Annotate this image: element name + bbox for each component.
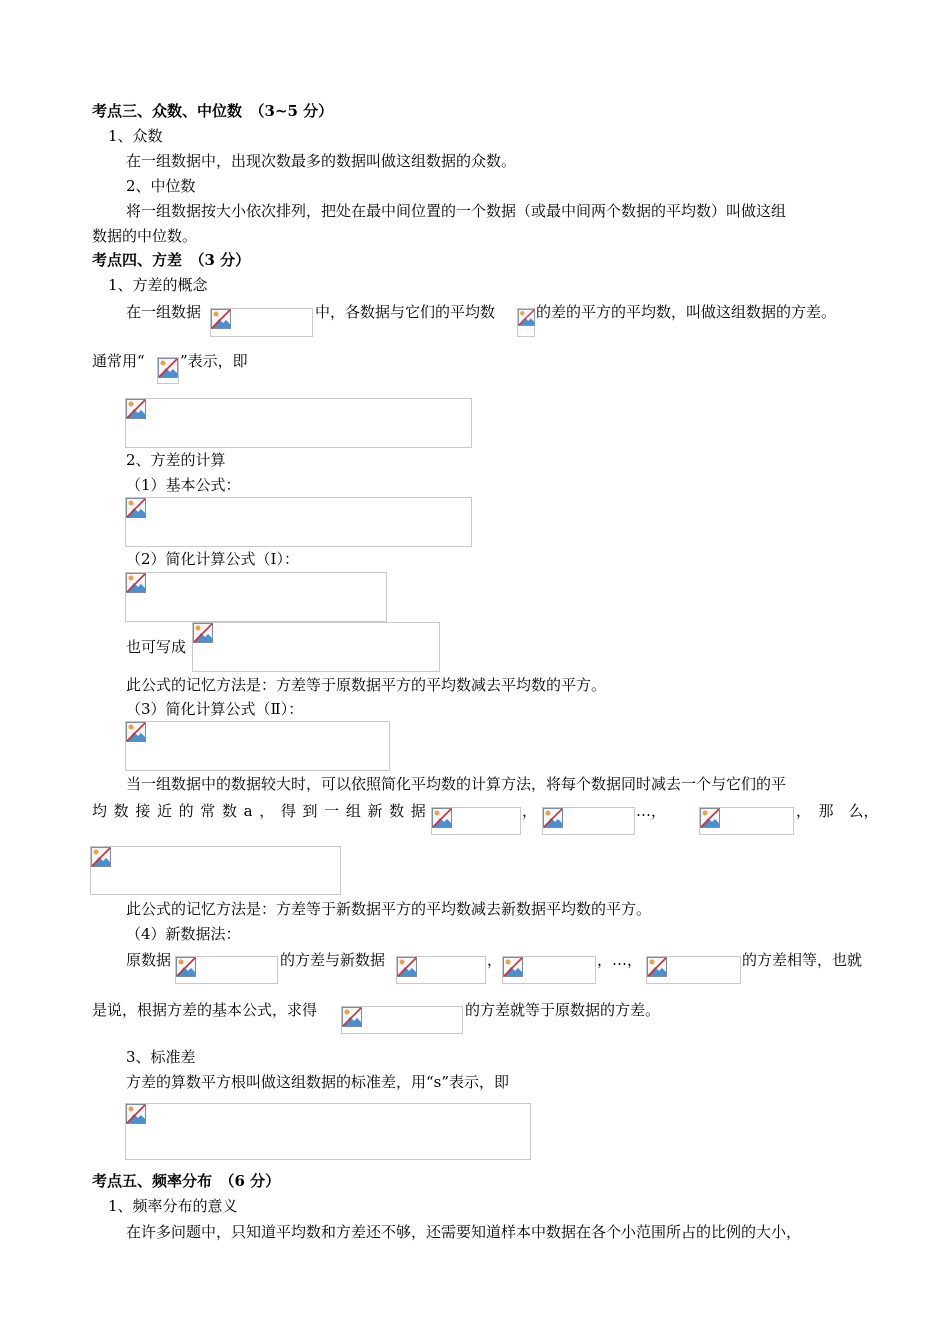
broken-image-icon: [91, 847, 111, 867]
formula-image: [125, 497, 472, 547]
usually-text-b: ”表示，即: [180, 352, 248, 370]
frequency-meaning-title: 1、频率分布的意义: [108, 1197, 238, 1215]
mode-title: 1、众数: [108, 127, 163, 145]
memo-1: 此公式的记忆方法是：方差等于原数据平方的平均数减去平均数的平方。: [126, 676, 607, 694]
ellipsis: …，: [636, 802, 667, 820]
word: 数: [389, 802, 405, 820]
formula-image: [699, 807, 794, 835]
broken-image-icon: [518, 309, 535, 326]
variance-concept-title: 1、方差的概念: [108, 276, 208, 294]
new-data-text-e: 的方差相等，也就: [742, 951, 863, 969]
usually-text-a: 通常用“: [92, 352, 145, 370]
new-data-text-b: 的方差与新数据: [280, 951, 386, 969]
word: 到: [302, 802, 318, 820]
simplified-formula-1-label: （2）简化计算公式（Ⅰ）：: [126, 550, 299, 568]
formula-image: [125, 721, 390, 771]
section4-heading: 考点四、方差 （3 分）: [92, 251, 251, 269]
formula-image: [192, 622, 440, 672]
broken-image-icon: [193, 623, 213, 643]
simplified-formula-2-label: （3）简化计算公式（Ⅱ）：: [126, 700, 304, 718]
broken-image-icon: [647, 957, 667, 977]
word: 常: [200, 802, 216, 820]
word: 数: [113, 802, 129, 820]
word: 的: [178, 802, 194, 820]
formula-image: [396, 956, 486, 984]
word: 得: [280, 802, 296, 820]
broken-image-icon: [700, 808, 720, 828]
broken-image-icon: [126, 1104, 146, 1124]
broken-image-icon: [432, 808, 452, 828]
formula-image: [90, 846, 341, 895]
broken-image-icon: [397, 957, 417, 977]
new-data-line2-a: 是说，根据方差的基本公式，求得: [92, 1001, 318, 1019]
word: 组: [345, 802, 361, 820]
word: 新: [367, 802, 383, 820]
word: 据: [410, 802, 426, 820]
comma: ，: [522, 802, 538, 820]
word: ，: [259, 802, 275, 820]
broken-image-icon: [126, 498, 146, 518]
formula-image: [125, 398, 472, 448]
formula-image: [646, 956, 741, 984]
median-definition-line2: 数据的中位数。: [92, 227, 198, 245]
formula-image: [210, 308, 313, 337]
broken-image-icon: [158, 358, 178, 378]
variance-calc-title: 2、方差的计算: [126, 451, 226, 469]
word: 均: [92, 802, 108, 820]
mode-definition: 在一组数据中，出现次数最多的数据叫做这组数据的众数。: [126, 152, 517, 170]
word: 一: [324, 802, 340, 820]
broken-image-icon: [211, 309, 231, 329]
formula-image: [502, 956, 596, 984]
frequency-meaning-definition: 在许多问题中，只知道平均数和方差还不够，还需要知道样本中数据在各个小范围所占的比例的大小，: [126, 1223, 802, 1241]
formula-image: [125, 572, 387, 622]
broken-image-icon: [126, 573, 146, 593]
new-data-line2-b: 的方差就等于原数据的方差。: [465, 1001, 661, 1019]
formula-image: [517, 308, 535, 337]
formula-image: [341, 1006, 463, 1034]
broken-image-icon: [126, 399, 146, 419]
formula-image: [125, 1103, 531, 1160]
broken-image-icon: [342, 1007, 362, 1027]
formula-image: [157, 357, 179, 384]
large-data-text-line2: [92, 801, 426, 821]
word: 接: [135, 802, 151, 820]
large-data-text-line1: 当一组数据中的数据较大时，可以依照简化平均数的计算方法，将每个数据同时减去一个与它们的平: [126, 775, 787, 793]
section5-heading: 考点五、频率分布 （6 分）: [92, 1172, 281, 1190]
word: a: [243, 802, 253, 820]
concept-text-a: 在一组数据: [126, 303, 202, 321]
then-text: ， 那 么，: [796, 802, 879, 820]
broken-image-icon: [126, 722, 146, 742]
formula-image: [175, 956, 278, 984]
section3-heading: 考点三、众数、中位数 （3~5 分）: [92, 102, 334, 120]
formula-image: [542, 807, 635, 835]
broken-image-icon: [503, 957, 523, 977]
median-definition-line1: 将一组数据按大小依次排列，把处在最中间位置的一个数据（或最中间两个数据的平均数）叫做这组: [126, 202, 787, 220]
also-written-label: 也可写成: [126, 638, 187, 656]
basic-formula-label: （1）基本公式：: [126, 476, 241, 494]
median-title: 2、中位数: [126, 177, 196, 195]
word: 近: [156, 802, 172, 820]
std-dev-definition: 方差的算数平方根叫做这组数据的标准差，用“s”表示，即: [126, 1073, 510, 1091]
broken-image-icon: [176, 957, 196, 977]
concept-text-b: 中，各数据与它们的平均数: [315, 303, 496, 321]
concept-text-c: 的差的平方的平均数，叫做这组数据的方差。: [536, 303, 837, 321]
memo-2: 此公式的记忆方法是：方差等于新数据平方的平均数减去新数据平均数的平方。: [126, 900, 652, 918]
broken-image-icon: [543, 808, 563, 828]
new-data-text-c: ，: [487, 951, 503, 969]
word: 数: [221, 802, 237, 820]
new-data-text-d: ，…，: [597, 951, 643, 969]
new-data-text-a: 原数据: [126, 951, 172, 969]
std-dev-title: 3、标准差: [126, 1048, 196, 1066]
formula-image: [431, 807, 521, 835]
new-data-method-label: （4）新数据法：: [126, 925, 241, 943]
